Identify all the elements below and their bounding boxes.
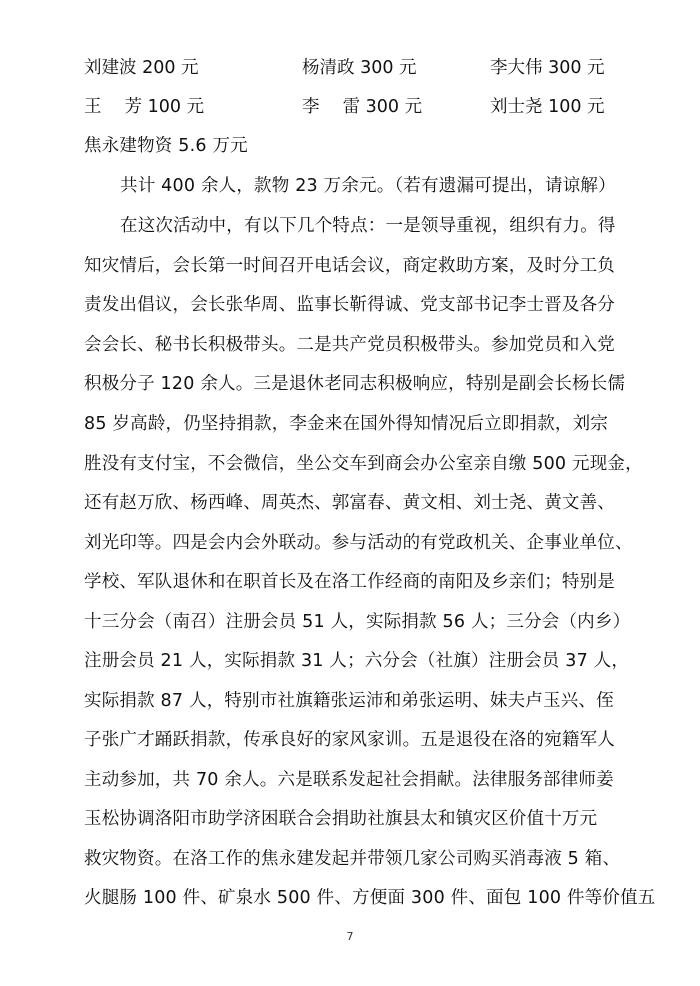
text-line: 火腿肠 100 件、矿泉水 500 件、方便面 300 件、面包 100 件等价值五	[84, 888, 656, 908]
donor-row	[84, 50, 624, 86]
text-line: 主动参加，共 70 余人。六是联系发起社会捐献。法律服务部律师姜	[84, 770, 614, 790]
text-line: 救灾物资。在洛工作的焦永建发起并带领几家公司购买消毒液 5 箱、	[84, 849, 621, 869]
text-line: 刘光印等。四是会内会外联动。参与活动的有党政机关、企事业单位、	[84, 533, 633, 553]
donor-entry: 李大伟 300 元	[490, 58, 605, 78]
donor-row	[84, 89, 624, 125]
text-line: 胜没有支付宝，不会微信，坐公交车到商会办公室亲自缴 500 元现金，	[84, 454, 643, 474]
donor-entry: 李 雷 300 元	[302, 97, 423, 117]
donor-entry: 刘建波 200 元	[84, 58, 199, 78]
text-line: 还有赵万欣、杨西峰、周英杰、郭富春、黄文相、刘士尧、黄文善、	[84, 493, 615, 513]
text-line: 责发出倡议，会长张华周、监事长靳得诚、党支部书记李士晋及各分	[84, 295, 615, 315]
text-line: 知灾情后，会长第一时间召开电话会议，商定救助方案，及时分工负	[84, 256, 615, 276]
donor-entry: 王 芳 100 元	[84, 97, 205, 117]
text-line: 十三分会（南召）注册会员 51 人，实际捐款 56 人；三分会（内乡）	[84, 612, 631, 632]
text-line: 共计 400 余人，款物 23 万余元。（若有遗漏可提出，请谅解）	[120, 176, 616, 196]
text-line: 积极分子 120 余人。三是退休老同志积极响应，特别是副会长杨长儒	[84, 374, 626, 394]
text-line: 焦永建物资 5.6 万元	[84, 136, 248, 156]
page-number: 7	[346, 930, 354, 943]
text-line: 会会长、秘书长积极带头。二是共产党员积极带头。参加党员和入党	[84, 335, 615, 355]
text-line: 实际捐款 87 人，特别市社旗籍张运沛和弟张运明、妹夫卢玉兴、侄	[84, 691, 614, 711]
text-line: 注册会员 21 人，实际捐款 31 人；六分会（社旗）注册会员 37 人，	[84, 651, 630, 671]
text-line: 在这次活动中，有以下几个特点：一是领导重视，组织有力。得	[120, 216, 616, 236]
donor-entry: 刘士尧 100 元	[490, 97, 605, 117]
text-line: 85 岁高龄，仍坚持捐款，李金来在国外得知情况后立即捐款，刘宗	[84, 414, 609, 434]
text-line: 子张广才踊跃捐款，传承良好的家风家训。五是退役在洛的宛籍军人	[84, 730, 615, 750]
donor-entry: 杨清政 300 元	[302, 58, 417, 78]
text-line: 玉松协调洛阳市助学济困联合会捐助社旗县太和镇灾区价值十万元	[84, 809, 598, 829]
text-line: 学校、军队退休和在职首长及在洛工作经商的南阳及乡亲们；特别是	[84, 572, 615, 592]
